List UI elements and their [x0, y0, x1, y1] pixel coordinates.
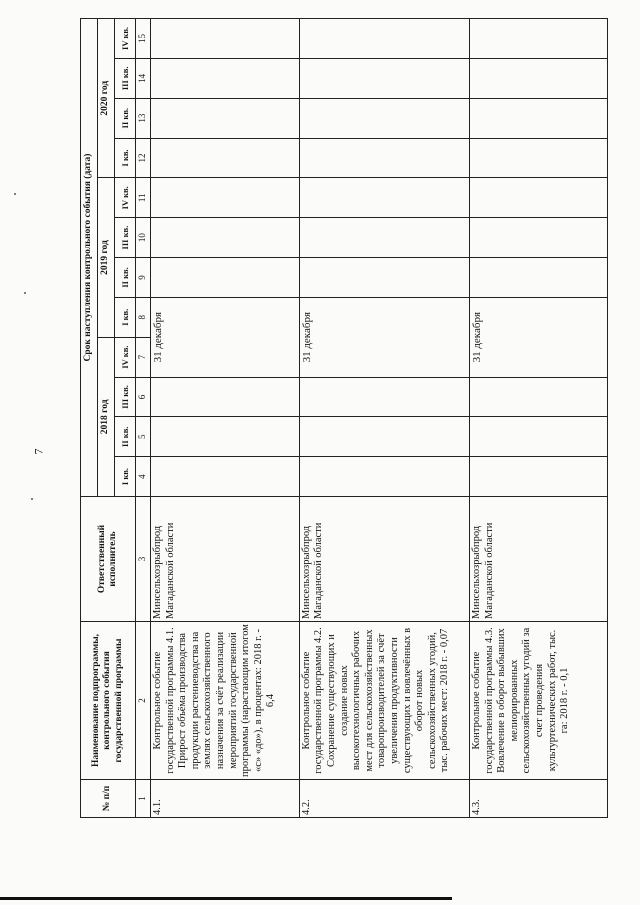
header-quarter: II кв.	[115, 417, 136, 457]
header-quarter: III кв.	[115, 218, 136, 258]
row-number: 4.3.	[470, 780, 608, 818]
quarter-cell	[470, 19, 608, 59]
column-number: 7	[136, 337, 151, 377]
header-quarter: II кв.	[115, 98, 136, 138]
quarter-cell	[470, 178, 608, 218]
quarter-cell	[299, 19, 469, 59]
header-exec: Ответственный исполнитель	[81, 497, 136, 622]
header-quarter: IV кв.	[115, 19, 136, 59]
scan-speck	[31, 498, 33, 500]
header-year-2019: 2019 год	[98, 178, 115, 337]
event-date: 31 декабря	[299, 297, 469, 377]
row-number: 4.2.	[299, 780, 469, 818]
header-quarter: III кв.	[115, 377, 136, 417]
header-name: Наименование подпрограммы, контрольного события государственной программы	[81, 622, 136, 780]
quarter-cell	[299, 58, 469, 98]
quarter-cell	[151, 98, 300, 138]
quarter-cell	[470, 457, 608, 497]
event-name: Контрольное событие государственной программы 4.2. Сохранение существующих и создание новых высокотехнологичных рабочих мест для сельскохозяйственных товаропроизводителей за счёт увеличения продуктивности существующих и вовлечённых в оборот новых сельскохозяйственных угодий, тыс. рабочих мест: 2018 г. - 0,07	[299, 622, 469, 780]
header-year-2018: 2018 год	[98, 337, 115, 496]
column-number: 2	[136, 622, 151, 780]
quarter-cell	[299, 218, 469, 258]
control-events-table	[80, 18, 608, 818]
header-year-2020: 2020 год	[98, 19, 115, 178]
scan-speck	[14, 193, 16, 195]
quarter-cell	[299, 178, 469, 218]
header-quarter: IV кв.	[115, 178, 136, 218]
event-name: Контрольное событие государственной программы 4.3. Вовлечение в оборот выбывших мелиорированных сельскохозяйственных угодий за счет проведения культуртехнических работ, тыс. га: 2018 г. - 0,1	[470, 622, 608, 780]
header-quarter: I кв.	[115, 297, 136, 337]
header-num: № п/п	[81, 780, 136, 818]
quarter-cell	[299, 258, 469, 298]
table-row	[151, 19, 300, 818]
column-number: 15	[136, 19, 151, 59]
quarter-cell	[151, 19, 300, 59]
quarter-cell	[151, 138, 300, 178]
event-date: 31 декабря	[151, 297, 300, 377]
quarter-cell	[151, 417, 300, 457]
quarter-cell	[299, 417, 469, 457]
quarter-cell	[470, 98, 608, 138]
quarter-cell	[151, 58, 300, 98]
header-quarter: I кв.	[115, 138, 136, 178]
quarter-cell	[470, 417, 608, 457]
row-number: 4.1.	[151, 780, 300, 818]
event-name: Контрольное событие государственной программы 4.1. Прирост объёма производства продукции растениеводства на землях сельскохозяйственного назначения за счёт реализации мероприятий государственной программы (нарастающим итогом «с» «до»), в процентах: 2018 г. - 6,4	[151, 622, 300, 780]
quarter-cell	[299, 138, 469, 178]
column-number: 11	[136, 178, 151, 218]
header-term: Срок наступления контрольного события (дата)	[81, 19, 98, 497]
header-quarter: III кв.	[115, 58, 136, 98]
quarter-cell	[151, 258, 300, 298]
column-number-row	[136, 19, 151, 818]
page-number: 7	[31, 448, 46, 455]
column-number: 9	[136, 258, 151, 298]
column-number: 4	[136, 457, 151, 497]
column-number: 5	[136, 417, 151, 457]
quarter-cell	[299, 98, 469, 138]
quarter-cell	[470, 58, 608, 98]
quarter-cell	[151, 218, 300, 258]
header-quarter: IV кв.	[115, 337, 136, 377]
column-number: 14	[136, 58, 151, 98]
executor: Минсельхозрыбпрод Магаданской области	[470, 497, 608, 622]
scan-edge-rule	[0, 897, 452, 900]
quarter-cell	[299, 457, 469, 497]
quarter-cell	[470, 138, 608, 178]
executor: Минсельхозрыбпрод Магаданской области	[151, 497, 300, 622]
quarter-cell	[151, 377, 300, 417]
column-number: 8	[136, 297, 151, 337]
event-date: 31 декабря	[470, 297, 608, 377]
table-box	[80, 18, 608, 818]
column-number: 12	[136, 138, 151, 178]
column-number: 1	[136, 780, 151, 818]
scan-speck	[24, 292, 26, 294]
table-row	[470, 19, 608, 818]
quarter-cell	[470, 377, 608, 417]
quarter-cell	[299, 377, 469, 417]
quarter-cell	[470, 218, 608, 258]
header-quarter: II кв.	[115, 258, 136, 298]
header-quarter: I кв.	[115, 457, 136, 497]
column-number: 6	[136, 377, 151, 417]
column-number: 13	[136, 98, 151, 138]
quarter-cell	[470, 258, 608, 298]
column-number: 10	[136, 218, 151, 258]
quarter-cell	[151, 457, 300, 497]
executor: Минсельхозрыбпрод Магаданской области	[299, 497, 469, 622]
table-row	[299, 19, 469, 818]
quarter-cell	[151, 178, 300, 218]
column-number: 3	[136, 497, 151, 622]
